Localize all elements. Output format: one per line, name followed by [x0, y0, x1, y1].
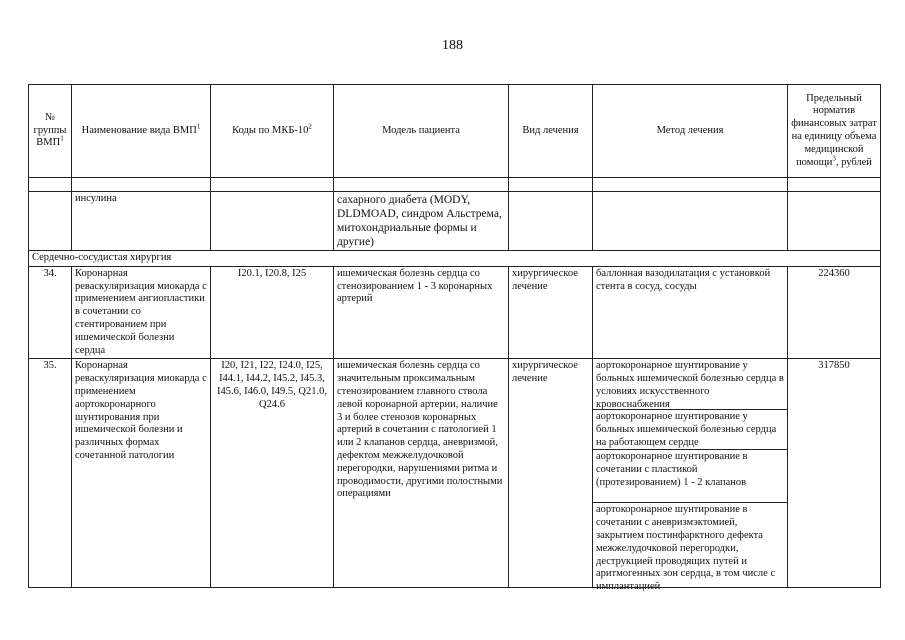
continuation-row [29, 192, 881, 251]
method-item: аортокоронарное шунтирование в сочетании с аневризмэктомией, закрытием постинфарктного дефекта межжелудочковой перегородки, деструкцией проводящих путей и аритмогенных зон сердца, в том числе с имплантацией [596, 504, 776, 593]
row-number: 34. [29, 266, 72, 359]
row-vmp-name: Коронарная реваскуляризация миокарда с применением аортокоронарного шунтирования при ишемической болезни и различных формах сочетанной патологии [72, 359, 211, 588]
section-title: Сердечно-сосудистая хирургия [29, 251, 881, 267]
header-treatment-type: Вид лечения [509, 85, 593, 178]
row-icd-codes: I20.1, I20.8, I25 [211, 266, 334, 359]
table-row [29, 359, 881, 588]
spacer-row [29, 178, 881, 192]
row-price: 317850 [788, 359, 881, 588]
row-number: 35. [29, 359, 72, 588]
row-patient-model: ишемическая болезнь сердца со стенозированием 1 - 3 коронарных артерий [334, 266, 509, 359]
row-icd-codes: I20, I21, I22, I24.0, I25, I44.1, I44.2, I45.2, I45.3, I45.6, I46.0, I49.5, Q21.0, Q24.6 [211, 359, 334, 588]
continuation-model: сахарного диабета (MODY, DLDMOAD, синдром Альстрема, митохондриальные формы и другие) [334, 192, 509, 251]
header-cost-norm: Предельный норматив финансовых затрат на единицу объема медицинской помощи$^3$, рублей [788, 85, 881, 178]
header-row [29, 85, 881, 178]
header-patient-model: Модель пациента [334, 85, 509, 178]
vmp-table [28, 84, 881, 593]
header-icd-codes: Коды по МКБ-$10^2$ [211, 85, 334, 178]
row-price: 224360 [788, 266, 881, 359]
section-row [29, 251, 881, 267]
row-methods [593, 359, 788, 593]
row-treatment-type: хирургическое лечение [509, 359, 593, 588]
row-vmp-name: Коронарная реваскуляризация миокарда с применением ангиопластики в сочетании со стентированием при ишемической болезни сердца [72, 266, 211, 359]
table-row [29, 266, 881, 359]
header-treatment-method: Метод лечения [593, 85, 788, 178]
page-number: 188 [442, 38, 463, 53]
header-group-number: № группы ВМП$^1$ [29, 85, 72, 178]
row-treatment-type: хирургическое лечение [509, 266, 593, 359]
header-vmp-name: Наименование вида ВМП$^1$ [72, 85, 211, 178]
row-method: баллонная вазодилатация с установкой стента в сосуд, сосуды [593, 266, 788, 359]
row-patient-model: ишемическая болезнь сердца со значительным проксимальным стенозированием главного ствола левой коронарной артерии, наличие 3 и более стенозов коронарных артерий в сочетании с патологией 1 или 2 клапанов сердца, аневризмой, дефектом межжелудочковой перегородки, нарушениями ритма и проводимости, другими полостными операциями [334, 359, 509, 588]
method-item: аортокоронарное шунтирование у больных ишемической болезнью сердца на работающем сердце [593, 410, 787, 450]
method-item: аортокоронарное шунтирование у больных ишемической болезнью сердца в условиях искусственного кровоснабжения [593, 359, 787, 410]
method-item: аортокоронарное шунтирование в сочетании с пластикой (протезированием) 1 - 2 клапанов [593, 450, 787, 503]
continuation-name: инсулина [72, 192, 211, 251]
